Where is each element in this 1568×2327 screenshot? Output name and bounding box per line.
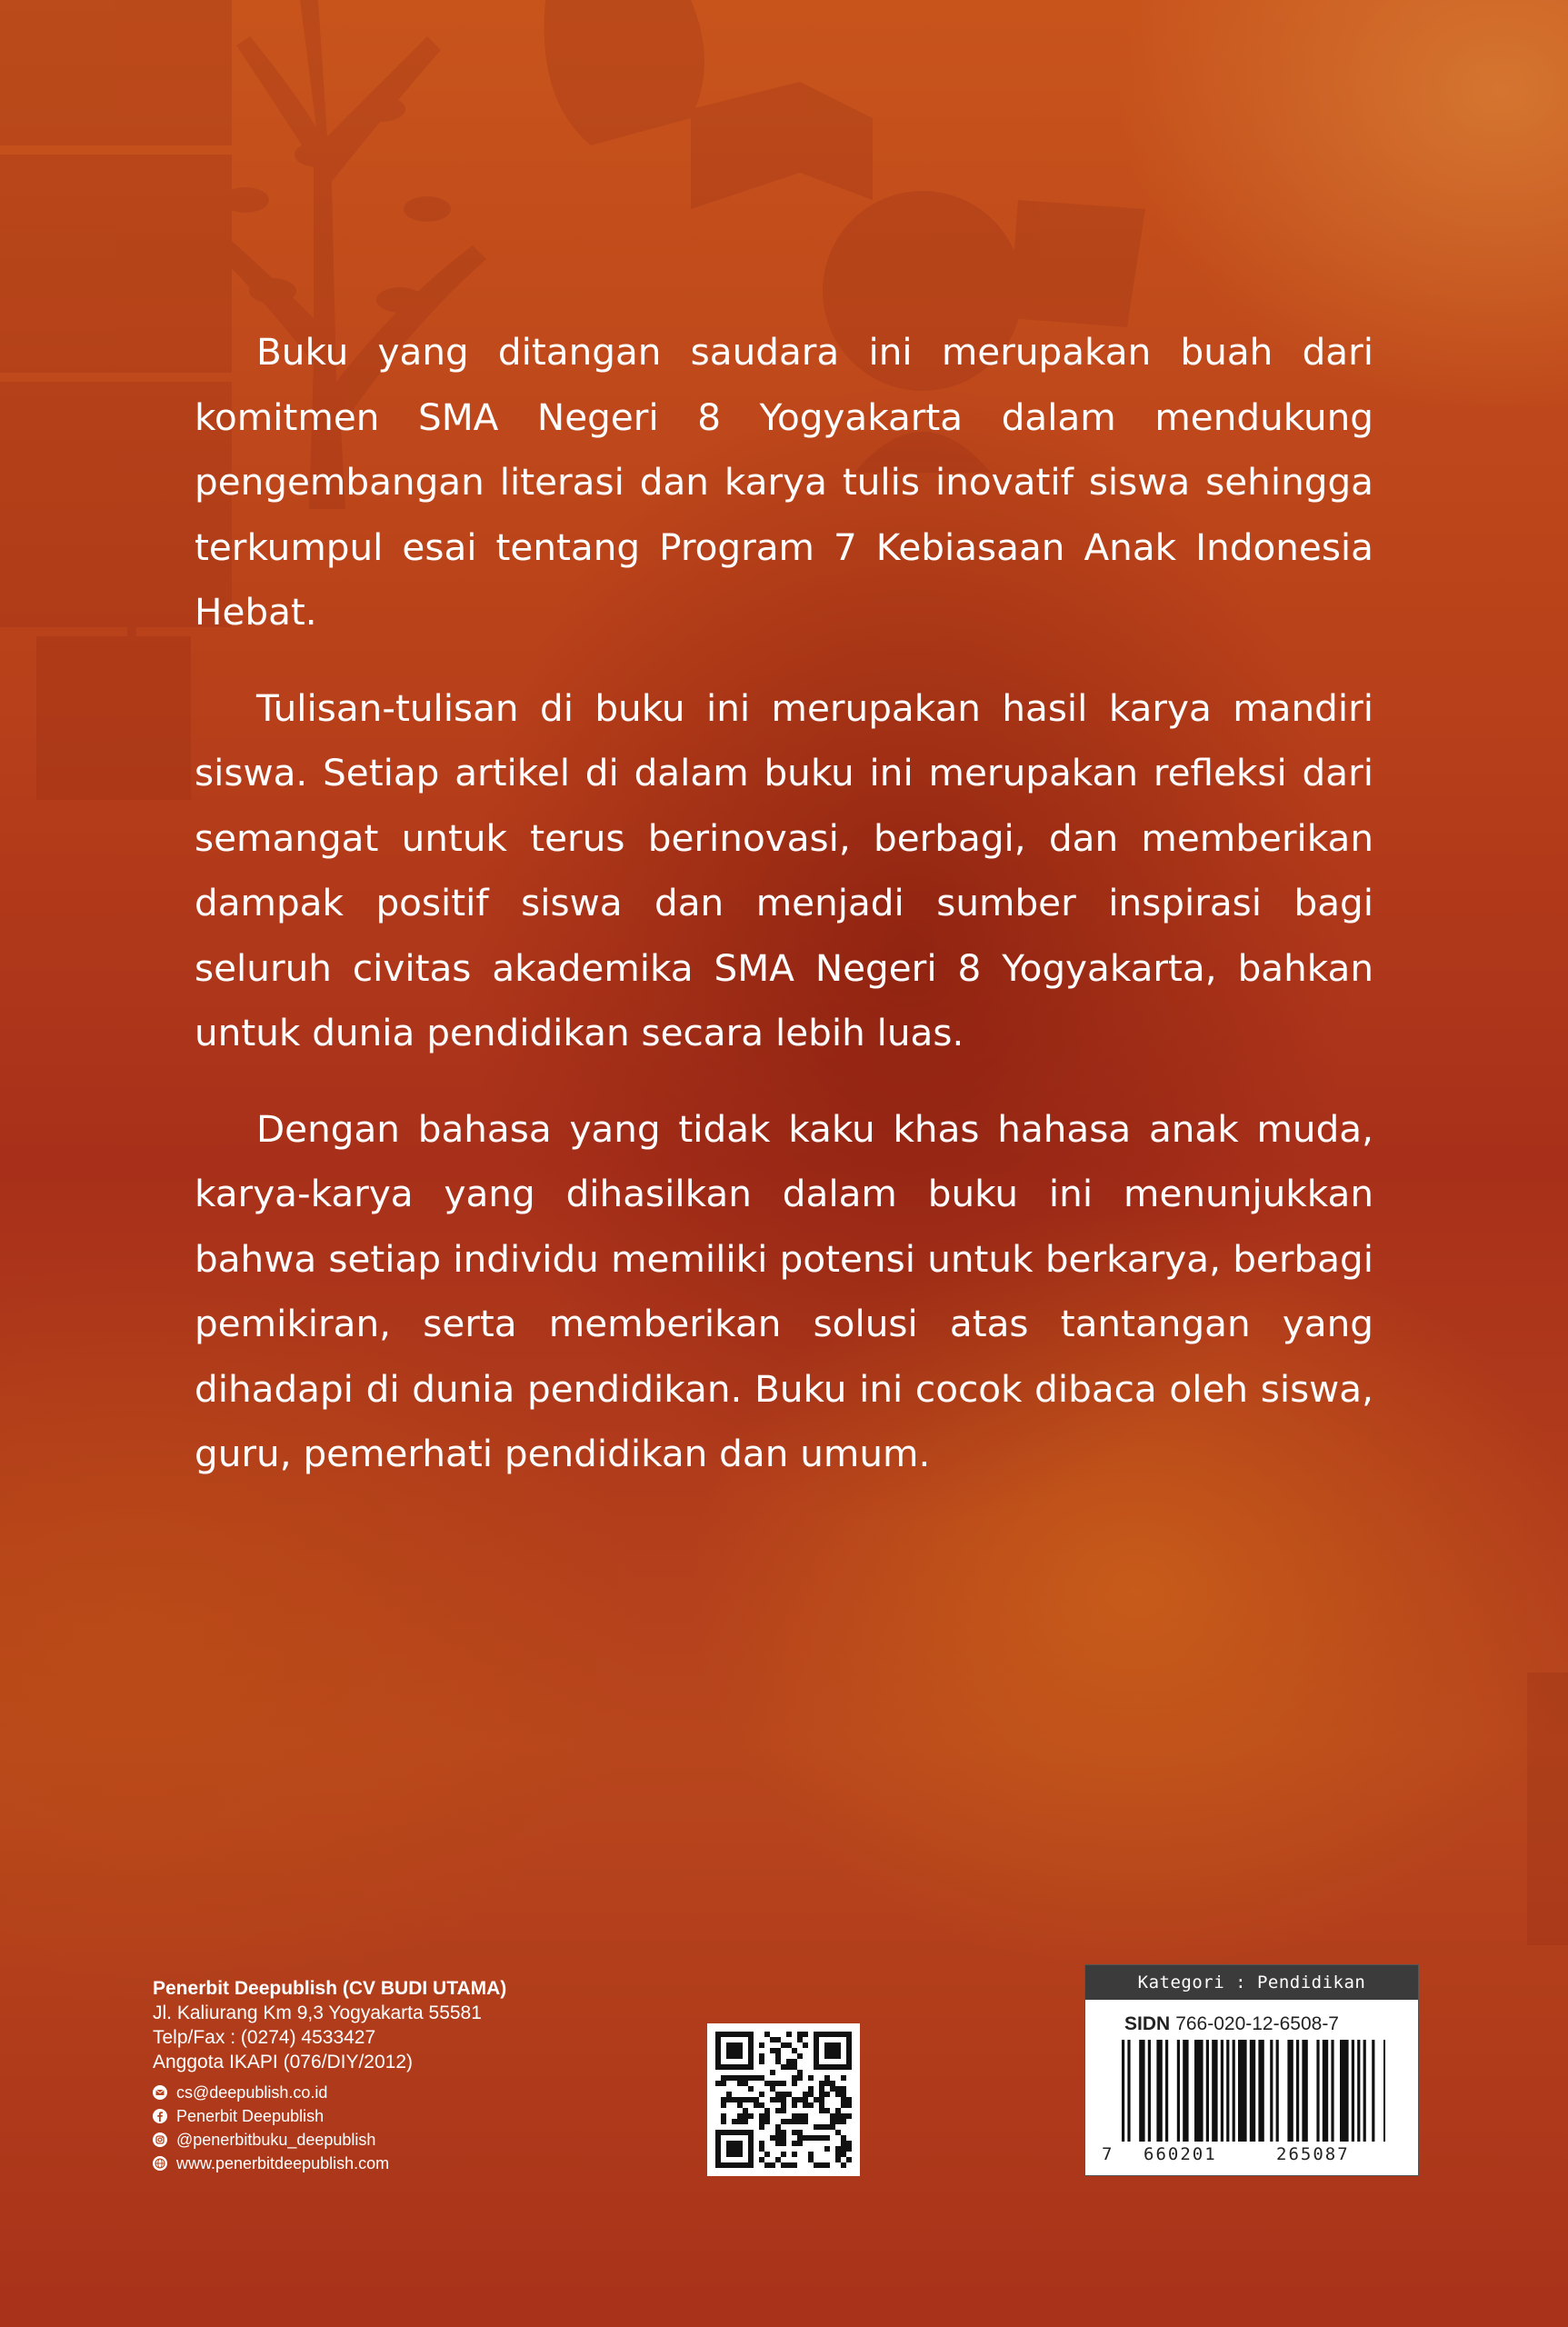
email-text: cs@deepublish.co.id <box>176 2083 328 2102</box>
barcode <box>1122 2040 1385 2147</box>
barcode-digits-left: 660201 <box>1144 2144 1217 2164</box>
blurb-text <box>195 320 1373 1487</box>
contact-website <box>153 2152 506 2175</box>
publisher-membership: Anggota IKAPI (076/DIY/2012) <box>153 2052 414 2072</box>
blurb-paragraph-2: Tulisan-tulisan di buku ini merupakan hasil karya mandiri siswa. Setiap artikel di dalam buku ini merupakan refleksi dari semangat untuk terus berinovasi, berbagi, dan memberikan dampak positif siswa dan menjadi sumber inspirasi bagi seluruh civitas akademika SMA Negeri 8 Yogyakarta, bahkan untuk dunia pendidikan secara lebih luas. <box>195 685 1373 1054</box>
facebook-text: Penerbit Deepublish <box>176 2107 325 2125</box>
category-label: Kategori : Pendidikan <box>1085 1965 1418 2000</box>
sidn-label: SIDN <box>1124 2013 1171 2034</box>
qr-code-icon <box>707 2023 860 2176</box>
contact-instagram <box>153 2128 506 2152</box>
barcode-digits-right: 265087 <box>1276 2144 1350 2164</box>
contact-email <box>153 2081 506 2104</box>
sidn-number <box>1124 2013 1339 2035</box>
globe-icon <box>153 2156 167 2171</box>
barcode-digit-first: 7 <box>1102 2144 1114 2164</box>
publisher-info <box>153 1976 506 2175</box>
website-text: www.penerbitdeepublish.com <box>176 2154 390 2172</box>
blurb-paragraph-3: Dengan bahasa yang tidak kaku khas hahasa anak muda, karya-karya yang dihasilkan dalam buku ini menunjukkan bahwa setiap individu memiliki potensi untuk berkarya, berbagi pemikiran, serta memberikan solusi atas tantangan yang dihadapi di dunia pendidikan. Buku ini cocok dibaca oleh siswa, guru, pemerhati pendidikan dan umum. <box>195 1106 1373 1475</box>
qr-code <box>707 2023 860 2176</box>
instagram-icon <box>153 2132 167 2147</box>
barcode-panel <box>1084 1964 1419 2176</box>
instagram-text: @penerbitbuku_deepublish <box>176 2131 376 2149</box>
contact-facebook <box>153 2104 506 2128</box>
publisher-name: Penerbit Deepublish (CV BUDI UTAMA) <box>153 1978 507 1999</box>
blurb-paragraph-1: Buku yang ditangan saudara ini merupakan buah dari komitmen SMA Negeri 8 Yogyakarta dalam mendukung pengembangan literasi dan karya tulis inovatif siswa sehingga terkumpul esai tentang Program 7 Kebiasaan Anak Indonesia Hebat. <box>195 330 1373 634</box>
publisher-address: Jl. Kaliurang Km 9,3 Yogyakarta 55581 <box>153 2002 482 2023</box>
publisher-contacts <box>153 2081 506 2175</box>
publisher-phone: Telp/Fax : (0274) 4533427 <box>153 2027 376 2048</box>
email-icon <box>153 2085 167 2100</box>
sidn-value: 766-020-12-6508-7 <box>1175 2013 1339 2034</box>
facebook-icon <box>153 2109 167 2123</box>
